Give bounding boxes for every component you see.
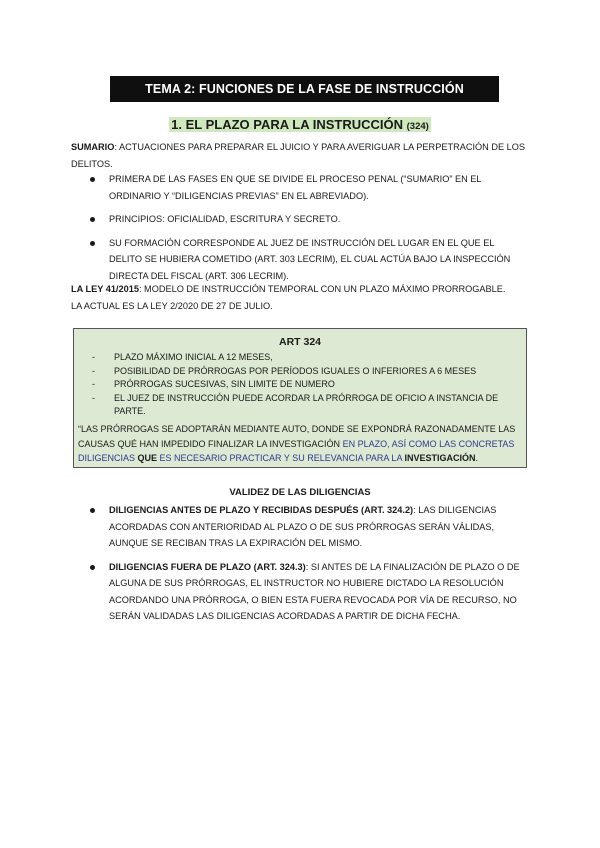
- section-heading-text: 1. EL PLAZO PARA LA INSTRUCCIÓN: [171, 117, 404, 132]
- validez-bullet-list: [88, 502, 528, 625]
- sumario-label: SUMARIO: [71, 142, 115, 152]
- dash-icon: -: [92, 352, 95, 362]
- list-item: [88, 211, 528, 228]
- section-heading: [0, 117, 600, 132]
- ley-label: LA LEY 41/2015: [71, 284, 139, 294]
- ley-paragraph: [71, 281, 531, 314]
- art-box-list: [92, 351, 512, 419]
- list-item-text: PRIMERA DE LAS FASES EN QUE SE DIVIDE EL PROCESO PENAL (“SUMARIO” EN EL ORDINARIO Y “DILIGENCIAS PREVIAS” EN EL ABREVIADO).: [109, 174, 482, 201]
- list-item-text: EL JUEZ DE INSTRUCCIÓN PUEDE ACORDAR LA PRÓRROGA DE OFICIO A INSTANCIA DE PARTE.: [114, 392, 499, 416]
- bullet-dot-icon: [90, 217, 95, 222]
- validez-item-ref: (ART. 324.3): [253, 561, 306, 572]
- ley-line-1: [71, 281, 531, 298]
- art-324-box: [73, 328, 527, 468]
- dash-icon: -: [92, 379, 95, 389]
- quote-part-4: ES NECESARIO PRACTICAR Y SU RELEVANCIA PARA LA: [157, 453, 405, 463]
- ley-line-2: LA ACTUAL ES LA LEY 2/2020 DE 27 DE JULIO.: [71, 300, 273, 311]
- validez-item-label: DILIGENCIAS FUERA DE PLAZO: [109, 561, 252, 572]
- sumario-text: : ACTUACIONES PARA PREPARAR EL JUICIO Y PARA AVERIGUAR LA PERPETRACIÓN DE LOS DELITOS.: [71, 142, 526, 169]
- dash-icon: -: [92, 365, 95, 376]
- dash-icon: -: [92, 392, 95, 403]
- bullet-dot-icon: [90, 177, 95, 182]
- bullet-dot-icon: [90, 565, 95, 570]
- art-box-quote: [78, 422, 524, 466]
- section-heading-highlight: [169, 117, 431, 132]
- list-item: [88, 502, 528, 552]
- sumario-paragraph: [71, 139, 531, 172]
- list-item-text: PRINCIPIOS: OFICIALIDAD, ESCRITURA Y SECRETO.: [109, 214, 341, 224]
- quote-part-6: .: [475, 453, 478, 463]
- list-item: [92, 351, 512, 365]
- quote-part-2: EN PLAZO, ASÍ COMO LAS CONCRETAS DILIGENCIAS: [78, 438, 515, 463]
- list-item-text: POSIBILIDAD DE PRÓRROGAS POR PERÍODOS IGUALES O INFERIORES A 6 MESES: [114, 365, 477, 376]
- validez-item-ref: (ART. 324.2): [361, 505, 414, 515]
- list-item: [92, 365, 512, 379]
- list-item: [92, 378, 512, 392]
- page-title: [110, 76, 499, 102]
- quote-part-5: INVESTIGACIÓN: [404, 453, 476, 463]
- list-item-text: SU FORMACIÓN CORRESPONDE AL JUEZ DE INSTRUCCIÓN DEL LUGAR EN EL QUE EL DELITO SE HUBIERA COMETIDO (ART. 303 LECRIM), EL CUAL ACTÚA BAJO LA INSPECCIÓN DIRECTA DEL FISCAL (ART. 306 LECRIM).: [109, 237, 511, 281]
- validez-item-label: DILIGENCIAS ANTES DE PLAZO Y RECIBIDAS DESPUÉS: [109, 505, 359, 515]
- art-box-title: ART 324: [278, 336, 321, 348]
- sumario-bullet-list: [88, 171, 528, 284]
- list-item: [88, 559, 528, 625]
- list-item: [88, 171, 528, 204]
- validez-item-text: : LAS DILIGENCIAS ACORDADAS CON ANTERIORIDAD AL PLAZO O DE SUS PRÓRROGAS SERÁN VÁLIDAS, AUNQUE SE RECIBAN TRAS LA EXPIRACIÓN DEL MISMO.: [109, 505, 497, 548]
- validez-item-text: : SI ANTES DE LA FINALIZACIÓN DE PLAZO O DE ALGUNA DE SUS PRÓRROGAS, EL INSTRUCTOR NO HUBIERE DICTADO LA RESOLUCIÓN ACORDANDO UNA PRÓRROGA, O BIEN ESTA FUERA REVOCADA POR VÍA DE RECURSO, NO SERÁN VALIDADAS LAS DILIGENCIAS ACORDADAS A PARTIR DE DICHA FECHA.: [109, 561, 520, 621]
- quote-part-1: “LAS PRÓRROGAS SE ADOPTARÁN MEDIANTE AUTO, DONDE SE EXPONDRÁ RAZONADAMENTE LAS CAUSAS QUÉ HAN IMPEDIDO FINALIZAR LA INVESTIGACIÓN: [78, 424, 516, 449]
- list-item-text: PLAZO MÁXIMO INICIAL A 12 MESES,: [114, 352, 273, 362]
- list-item-text: PRÓRROGAS SUCESIVAS, SIN LIMITE DE NUMERO: [114, 379, 335, 389]
- ley-text: : MODELO DE INSTRUCCIÓN TEMPORAL CON UN PLAZO MÁXIMO PRORROGABLE.: [138, 284, 506, 294]
- bullet-dot-icon: [90, 241, 95, 246]
- list-item: [92, 392, 512, 419]
- quote-part-3: QUE: [137, 453, 158, 463]
- section-article-ref: (324): [406, 121, 429, 132]
- bullet-dot-icon: [90, 508, 95, 513]
- validez-heading: VALIDEZ DE LAS DILIGENCIAS: [229, 487, 371, 498]
- list-item: [88, 235, 528, 285]
- page-title-text: TEMA 2: FUNCIONES DE LA FASE DE INSTRUCCIÓN: [145, 82, 464, 96]
